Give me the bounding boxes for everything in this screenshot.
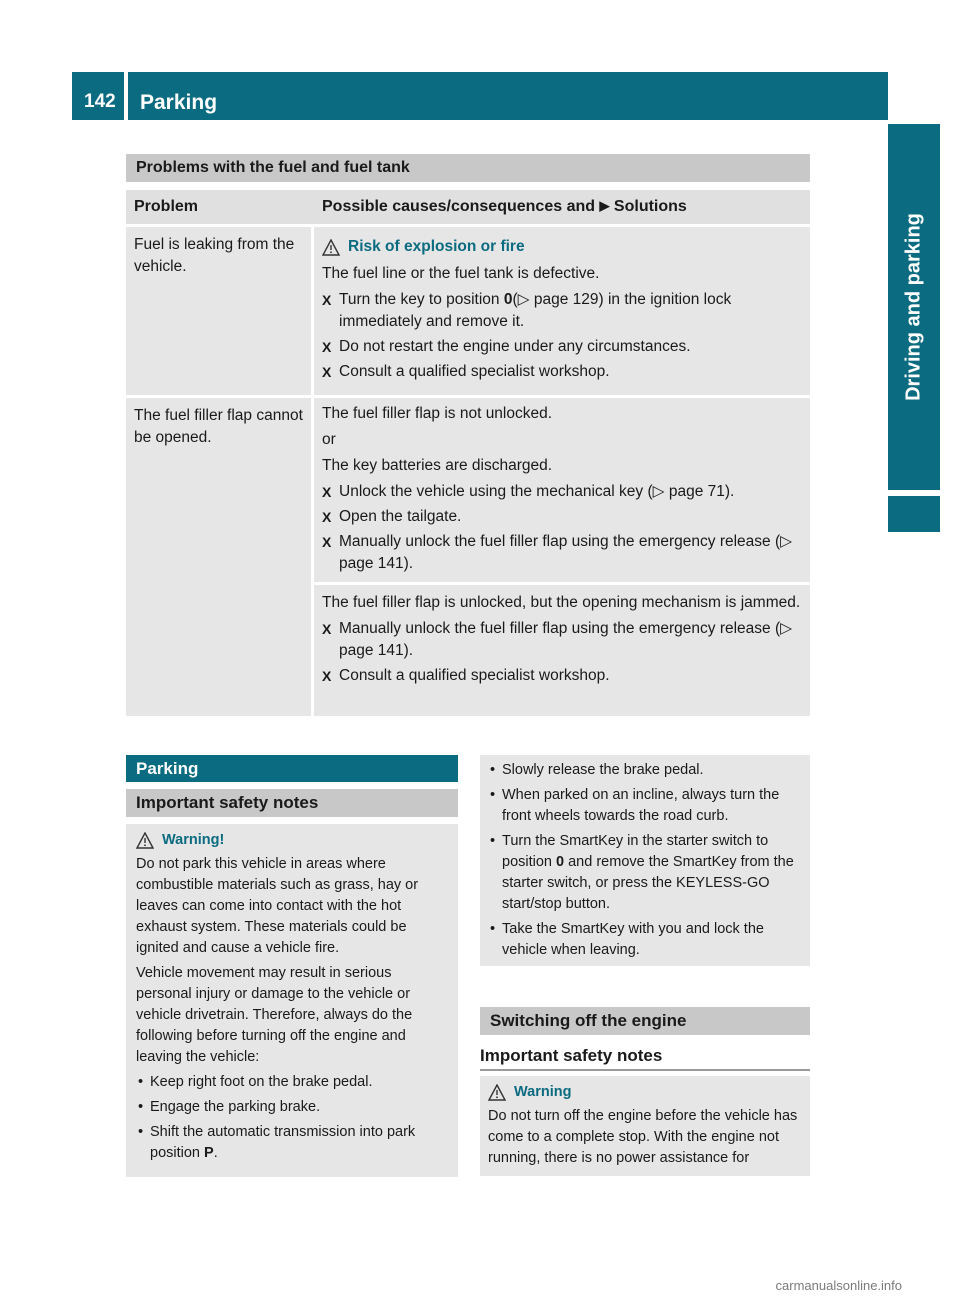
side-marker (888, 496, 940, 532)
page-title: Parking (128, 72, 888, 120)
problem-text: The fuel filler flap cannot be opened. (134, 407, 303, 446)
table-row-2-solutions (314, 398, 810, 582)
action-step: X Manually unlock the fuel filler flap using the emergency release (▷ page 141). (322, 531, 802, 575)
column-header-solutions (322, 198, 687, 216)
column-header-solutions-text: Possible causes/consequences and (322, 198, 596, 215)
action-step: X Manually unlock the fuel filler flap using the emergency release (▷ page 141). (322, 618, 802, 662)
table-header-row (126, 190, 810, 224)
action-step: X Consult a qualified specialist workshop. (322, 361, 802, 383)
subsection-title-safety-notes: Important safety notes (126, 789, 458, 817)
list-item: • When parked on an incline, always turn the front wheels towards the road curb. (488, 785, 803, 827)
warning-heading (488, 1082, 803, 1103)
table-row-2-problem (126, 398, 311, 716)
warning-title: Warning (514, 1084, 572, 1100)
warning-paragraph: Vehicle movement may result in serious personal injury or damage to the vehicle or vehicle drivetrain. Therefore, always do the following before turning off the engine and leaving the vehicle: (136, 965, 413, 1065)
warning-heading (136, 830, 450, 851)
cause-text: The key batteries are discharged. (322, 457, 553, 474)
column-header-problem: Problem (134, 198, 199, 215)
side-tab-label: Driving and parking (902, 213, 925, 401)
warning-title: Warning! (162, 832, 225, 848)
page-number: 142 (72, 72, 124, 120)
side-tab (888, 124, 940, 490)
section-title-switching-off: Switching off the engine (480, 1007, 810, 1035)
warning-triangle-icon (322, 239, 340, 256)
warning-box-continued (480, 755, 810, 966)
warning-title: Risk of explosion or fire (348, 238, 525, 255)
table-title: Problems with the fuel and fuel tank (126, 154, 810, 182)
action-step: X Turn the key to position 0(▷ page 129) in the ignition lock immediately and remove it. (322, 289, 802, 333)
cause-text: The fuel filler flap is not unlocked. (322, 405, 553, 422)
or-text: or (322, 431, 336, 448)
list-item: • Take the SmartKey with you and lock the vehicle when leaving. (488, 919, 803, 961)
watermark: carmanualsonline.info (775, 1278, 902, 1293)
table-row-3-solutions (314, 585, 810, 716)
column-header-solutions-suffix: Solutions (613, 198, 687, 215)
list-item: • Slowly release the brake pedal. (488, 760, 803, 781)
list-item: • Keep right foot on the brake pedal. (136, 1072, 450, 1093)
list-item: • Shift the automatic transmission into park position P. (136, 1122, 450, 1164)
action-step: X Do not restart the engine under any circumstances. (322, 336, 802, 358)
divider (480, 1069, 810, 1071)
warning-paragraph: Do not park this vehicle in areas where combustible materials such as grass, hay or leaves can come into contact with the hot exhaust system. These materials could be ignited and cause a vehicle fire. (136, 856, 419, 956)
action-step: X Unlock the vehicle using the mechanical key (▷ page 71). (322, 481, 802, 503)
warning-box (126, 824, 458, 1177)
problem-text: Fuel is leaking from the vehicle. (134, 236, 295, 275)
warning-triangle-icon (136, 832, 154, 849)
cause-text: The fuel filler flap is unlocked, but the opening mechanism is jammed. (322, 594, 801, 611)
warning-heading (322, 236, 802, 258)
cause-text: The fuel line or the fuel tank is defective. (322, 265, 600, 282)
section-title-parking: Parking (126, 755, 458, 782)
play-arrow-icon: ▶ (599, 198, 610, 213)
table-row-1-solutions (314, 227, 810, 395)
list-item: • Turn the SmartKey in the starter switch to position 0 and remove the SmartKey from the starter switch, or press the KEYLESS-GO start/stop button. (488, 831, 803, 915)
action-step: X Open the tailgate. (322, 506, 802, 528)
list-item: • Engage the parking brake. (136, 1097, 450, 1118)
warning-paragraph: Do not turn off the engine before the vehicle has come to a complete stop. With the engine not running, there is no power assistance for (488, 1108, 798, 1166)
warning-triangle-icon (488, 1084, 506, 1101)
warning-box (480, 1076, 810, 1176)
action-step: X Consult a qualified specialist workshop. (322, 665, 802, 687)
subheading-safety-notes: Important safety notes (480, 1046, 663, 1065)
table-row-1-problem (126, 227, 311, 395)
